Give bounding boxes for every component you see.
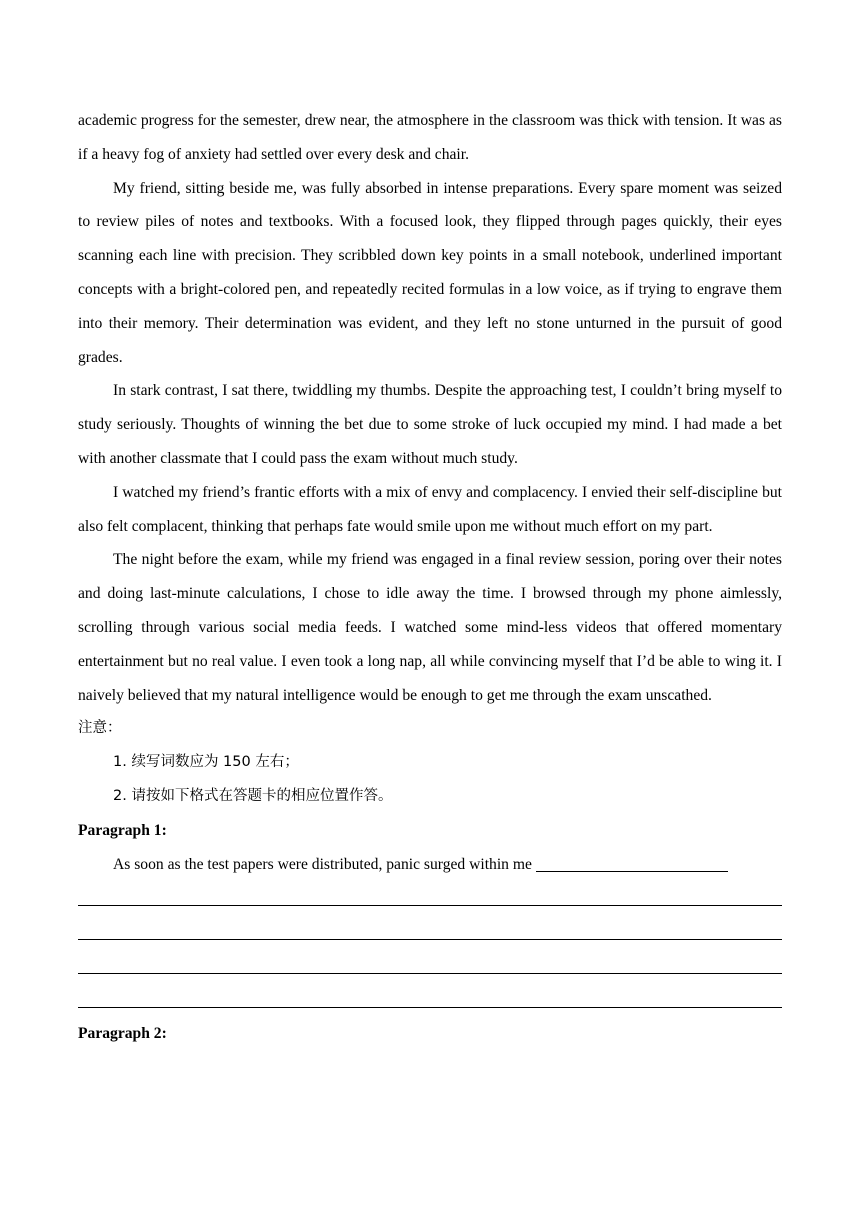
paragraph-1-heading: Paragraph 1:: [78, 821, 167, 839]
document-page: [78, 104, 782, 1050]
story-paragraph-1: academic progress for the semester, drew near, the atmosphere in the classroom was thick with tension. It was as if a heavy fog of anxiety had settled over every desk and chair.: [78, 112, 782, 163]
answer-line[interactable]: [78, 974, 782, 1008]
story-paragraph-4: I watched my friend’s frantic efforts with a mix of envy and complacency. I envied their self-discipline but also felt complacent, thinking that perhaps fate would smile upon me without much effort on my part.: [78, 483, 782, 535]
answer-line[interactable]: [78, 872, 782, 906]
paragraph-2-heading: Paragraph 2:: [78, 1024, 167, 1042]
story-paragraph-3: In stark contrast, I sat there, twiddling my thumbs. Despite the approaching test, I couldn’t bring myself to study seriously. Thoughts of winning the bet due to some stroke of luck occupied my mind. I had made a bet with another classmate that I could pass the exam without much study.: [78, 382, 782, 467]
note-item-1: 1. 续写词数应为 150 左右；: [113, 754, 299, 771]
story-paragraph-5: The night before the exam, while my friend was engaged in a final review session, poring over their notes and doing last-minute calculations, I chose to idle away the time. I browsed through my phone aimlessly, scrolling through various social media feeds. I watched some mind-less videos that offered momentary entertainment but no real value. I even took a long nap, all while convincing myself that I’d be able to wing it. I naively believed that my natural intelligence would be enough to get me through the exam unscathed.: [78, 551, 782, 704]
answer-line[interactable]: [78, 906, 782, 940]
answer-line[interactable]: [78, 940, 782, 974]
paragraph-1-prompt-text: As soon as the test papers were distributed, panic surged within me: [113, 855, 532, 873]
notes-label: 注意：: [78, 720, 122, 737]
note-item-2: 2. 请按如下格式在答题卡的相应位置作答。: [113, 787, 393, 804]
prompt-answer-blank[interactable]: [536, 853, 728, 872]
story-paragraph-2: My friend, sitting beside me, was fully absorbed in intense preparations. Every spare moment was seized to review piles of notes and textbooks. With a focused look, they flipped through pages quickly, their eyes scanning each line with precision. They scribbled down key points in a small notebook, underlined important concepts with a bright-colored pen, and repeatedly recited formulas in a low voice, as if trying to engrave them into their memory. Their determination was evident, and they left no stone unturned in the pursuit of good grades.: [78, 179, 782, 366]
